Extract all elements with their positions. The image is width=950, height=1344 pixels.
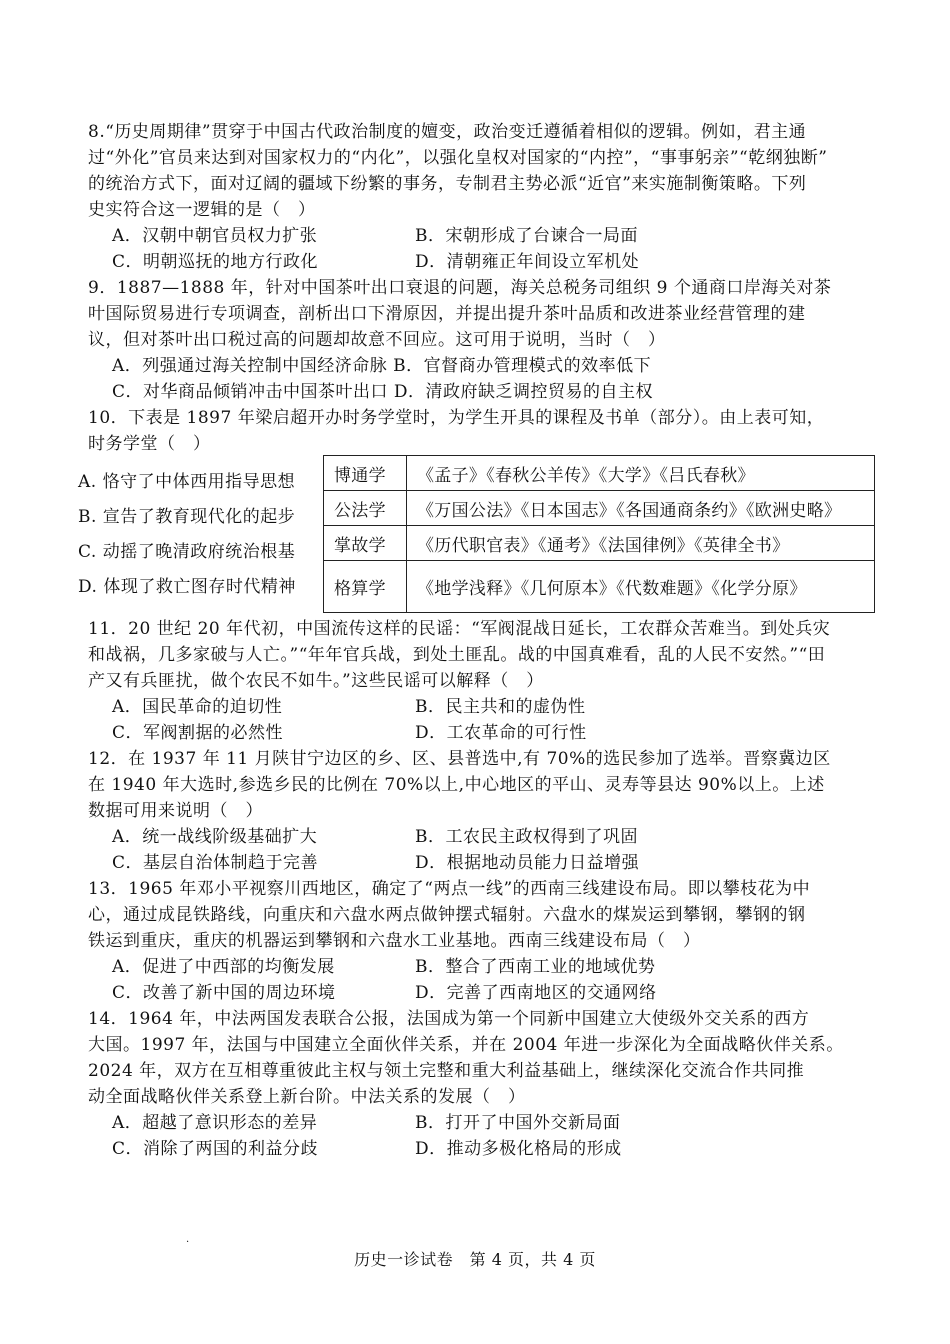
q11-line-2: 和战祸，几多家破与人亡。”“年年官兵战，到处土匪乱。战的中国真难看，乱的人民不安然。”“田 bbox=[88, 645, 826, 665]
q9-option-ab: A．列强通过海关控制中国经济命脉 B．官督商办管理模式的效率低下 bbox=[112, 356, 652, 376]
q10-option-a: A. 恪守了中体西用指导思想 bbox=[78, 472, 296, 492]
q10-option-b: B. 宣告了教育现代化的起步 bbox=[78, 507, 296, 527]
q10-line-1: 10．下表是 1897 年梁启超开办时务学堂时，为学生开具的课程及书单（部分）。由上表可知， bbox=[88, 408, 825, 428]
page-footer: 历史一诊试卷 第 4 页，共 4 页 bbox=[354, 1250, 596, 1269]
course-table bbox=[323, 455, 875, 613]
q9-line-2: 叶国际贸易进行专项调查，剖析出口下滑原因，并提出提升茶叶品质和改进茶业经营管理的建 bbox=[88, 304, 806, 324]
q14-option-a: A．超越了意识形态的差异 bbox=[112, 1113, 318, 1133]
q8-line-3: 的统治方式下，面对辽阔的疆域下纷繁的事务，专制君主势必派“近官”来实施制衡策略。下列 bbox=[88, 174, 807, 194]
books-cell: 《孟子》《春秋公羊传》《大学》《吕氏春秋》 bbox=[407, 456, 875, 491]
subject-cell: 公法学 bbox=[324, 491, 407, 526]
q12-line-2: 在 1940 年大选时,参选乡民的比例在 70%以上,中心地区的平山、灵寿等县达 90%以上。上述 bbox=[88, 775, 825, 795]
q11-line-3: 产又有兵匪扰，做个农民不如牛。”这些民谣可以解释（ ） bbox=[88, 671, 544, 691]
stray-mark: . bbox=[186, 1234, 190, 1245]
q13-line-3: 铁运到重庆，重庆的机器运到攀钢和六盘水工业基地。西南三线建设布局（ ） bbox=[88, 931, 701, 951]
q11-option-c: C．军阀割据的必然性 bbox=[112, 723, 284, 743]
q11-line-1: 11．20 世纪 20 年代初，中国流传这样的民谣：“军阀混战日延长，工农群众苦难当。到处兵灾 bbox=[88, 619, 831, 639]
q8-line-2: 过“外化”官员来达到对国家权力的“内化”，以强化皇权对国家的“内控”，“事事躬亲”“乾纲独断” bbox=[88, 148, 828, 168]
table-row bbox=[324, 491, 875, 526]
subject-cell: 格算学 bbox=[324, 561, 407, 613]
q14-line-2: 大国。1997 年，法国与中国建立全面伙伴关系，并在 2004 年进一步深化为全面战略伙伴关系。 bbox=[88, 1035, 844, 1055]
books-cell: 《万国公法》《日本国志》《各国通商条约》《欧洲史略》 bbox=[407, 491, 875, 526]
q14-option-c: C．消除了两国的利益分歧 bbox=[112, 1139, 319, 1159]
table-row bbox=[324, 456, 875, 491]
q12-option-d: D．根据地动员能力日益增强 bbox=[415, 853, 640, 873]
q11-option-d: D．工农革命的可行性 bbox=[415, 723, 587, 743]
q14-line-4: 动全面战略伙伴关系登上新台阶。中法关系的发展（ ） bbox=[88, 1087, 526, 1107]
q12-option-a: A．统一战线阶级基础扩大 bbox=[112, 827, 318, 847]
q13-option-c: C．改善了新中国的周边环境 bbox=[112, 983, 336, 1003]
q14-option-d: D．推动多极化格局的形成 bbox=[415, 1139, 622, 1159]
q9-option-cd: C．对华商品倾销冲击中国茶叶出口 D．清政府缺乏调控贸易的自主权 bbox=[112, 382, 654, 402]
q10-line-2: 时务学堂（ ） bbox=[88, 434, 211, 454]
q10-option-d: D. 体现了救亡图存时代精神 bbox=[78, 577, 296, 597]
subject-cell: 博通学 bbox=[324, 456, 407, 491]
table-row bbox=[324, 526, 875, 561]
q13-line-2: 心，通过成昆铁路线，向重庆和六盘水两点做钟摆式辐射。六盘水的煤炭运到攀钢，攀钢的钢 bbox=[88, 905, 806, 925]
q9-line-3: 议，但对茶叶出口税过高的问题却故意不回应。这可用于说明，当时（ ） bbox=[88, 330, 666, 350]
subject-cell: 掌故学 bbox=[324, 526, 407, 561]
q10-option-c: C. 动摇了晚清政府统治根基 bbox=[78, 542, 296, 562]
q8-line-4: 史实符合这一逻辑的是（ ） bbox=[88, 200, 316, 220]
q12-option-b: B．工农民主政权得到了巩固 bbox=[415, 827, 638, 847]
q8-line-1: 8.“历史周期律”贯穿于中国古代政治制度的嬗变，政治变迁遵循着相似的逻辑。例如，君主通 bbox=[88, 122, 807, 142]
q12-line-3: 数据可用来说明（ ） bbox=[88, 801, 263, 821]
q13-option-d: D．完善了西南地区的交通网络 bbox=[415, 983, 657, 1003]
q14-option-b: B．打开了中国外交新局面 bbox=[415, 1113, 621, 1133]
q8-option-d: D．清朝雍正年间设立军机处 bbox=[415, 252, 640, 272]
q11-option-b: B．民主共和的虚伪性 bbox=[415, 697, 586, 717]
q13-option-b: B．整合了西南工业的地域优势 bbox=[415, 957, 656, 977]
q8-option-c: C．明朝巡抚的地方行政化 bbox=[112, 252, 319, 272]
q9-line-1: 9．1887—1888 年，针对中国茶叶出口衰退的问题，海关总税务司组织 9 个通商口岸海关对茶 bbox=[88, 278, 832, 298]
q8-option-b: B．宋朝形成了台谏合一局面 bbox=[415, 226, 638, 246]
q11-option-a: A．国民革命的迫切性 bbox=[112, 697, 283, 717]
books-cell: 《历代职官表》《通考》《法国律例》《英律全书》 bbox=[407, 526, 875, 561]
q12-option-c: C．基层自治体制趋于完善 bbox=[112, 853, 319, 873]
q12-line-1: 12．在 1937 年 11 月陕甘宁边区的乡、区、县普选中,有 70%的选民参加了选举。晋察冀边区 bbox=[88, 749, 831, 769]
books-cell: 《地学浅释》《几何原本》《代数难题》《化学分原》 bbox=[407, 561, 875, 613]
q13-option-a: A．促进了中西部的均衡发展 bbox=[112, 957, 335, 977]
table-row bbox=[324, 561, 875, 613]
q8-option-a: A．汉朝中朝官员权力扩张 bbox=[112, 226, 318, 246]
q14-line-1: 14．1964 年，中法两国发表联合公报，法国成为第一个同新中国建立大使级外交关系的西方 bbox=[88, 1009, 810, 1029]
q14-line-3: 2024 年，双方在互相尊重彼此主权与领土完整和重大利益基础上，继续深化交流合作共同推 bbox=[88, 1061, 805, 1081]
q13-line-1: 13．1965 年邓小平视察川西地区，确定了“两点一线”的西南三线建设布局。即以攀枝花为中 bbox=[88, 879, 811, 899]
